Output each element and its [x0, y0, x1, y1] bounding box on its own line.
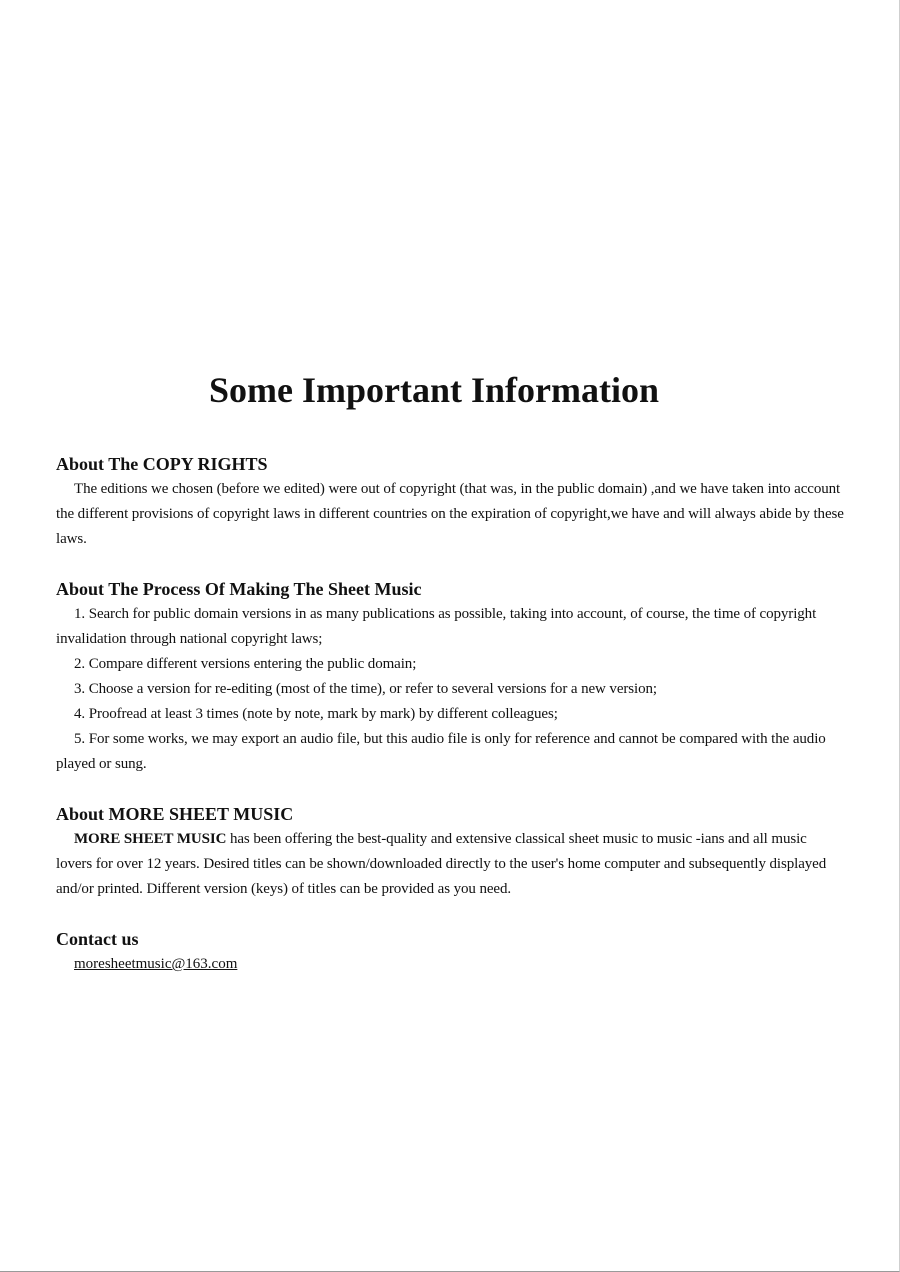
- about-heading: About MORE SHEET MUSIC: [56, 804, 294, 824]
- process-step-1: 1. Search for public domain versions in as many publications as possible, taking into account, of course, the time of copyright invalidation through national copyright laws;: [56, 606, 817, 647]
- about-body-text: has been offering the best-quality and extensive classical sheet music to music -ians and all music lovers for over 12 years. Desired titles can be shown/downloaded directly to the user's home computer and subsequently displayed and/or printed. Different version (keys) of titles can be provided as you need.: [56, 831, 827, 897]
- process-step-5: 5. For some works, we may export an audio file, but this audio file is only for reference and cannot be compared with the audio played or sung.: [56, 731, 826, 772]
- copyrights-section: [56, 452, 846, 552]
- contact-heading: Contact us: [56, 929, 139, 949]
- process-step-2: 2. Compare different versions entering the public domain;: [74, 656, 417, 672]
- document-content: [56, 452, 846, 1002]
- process-steps-list: [56, 602, 846, 777]
- copyrights-heading: About The COPY RIGHTS: [56, 454, 268, 474]
- about-section: [56, 802, 846, 902]
- process-step-3: 3. Choose a version for re-editing (most of the time), or refer to several versions for a new version;: [74, 681, 657, 697]
- about-paragraph: [56, 827, 846, 902]
- process-heading: About The Process Of Making The Sheet Music: [56, 579, 422, 599]
- page-title: Some Important Information: [209, 370, 659, 410]
- contact-section: [56, 927, 846, 977]
- contact-email-link[interactable]: moresheetmusic@163.com: [74, 956, 238, 972]
- process-step-4: 4. Proofread at least 3 times (note by note, mark by mark) by different colleagues;: [74, 706, 558, 722]
- brand-name: MORE SHEET MUSIC: [74, 831, 227, 847]
- process-section: [56, 577, 846, 777]
- copyrights-paragraph: The editions we chosen (before we edited) were out of copyright (that was, in the public domain) ,and we have taken into account the different provisions of copyright laws in different countries on the expiration of copyright,we have and will always abide by these laws.: [56, 481, 844, 547]
